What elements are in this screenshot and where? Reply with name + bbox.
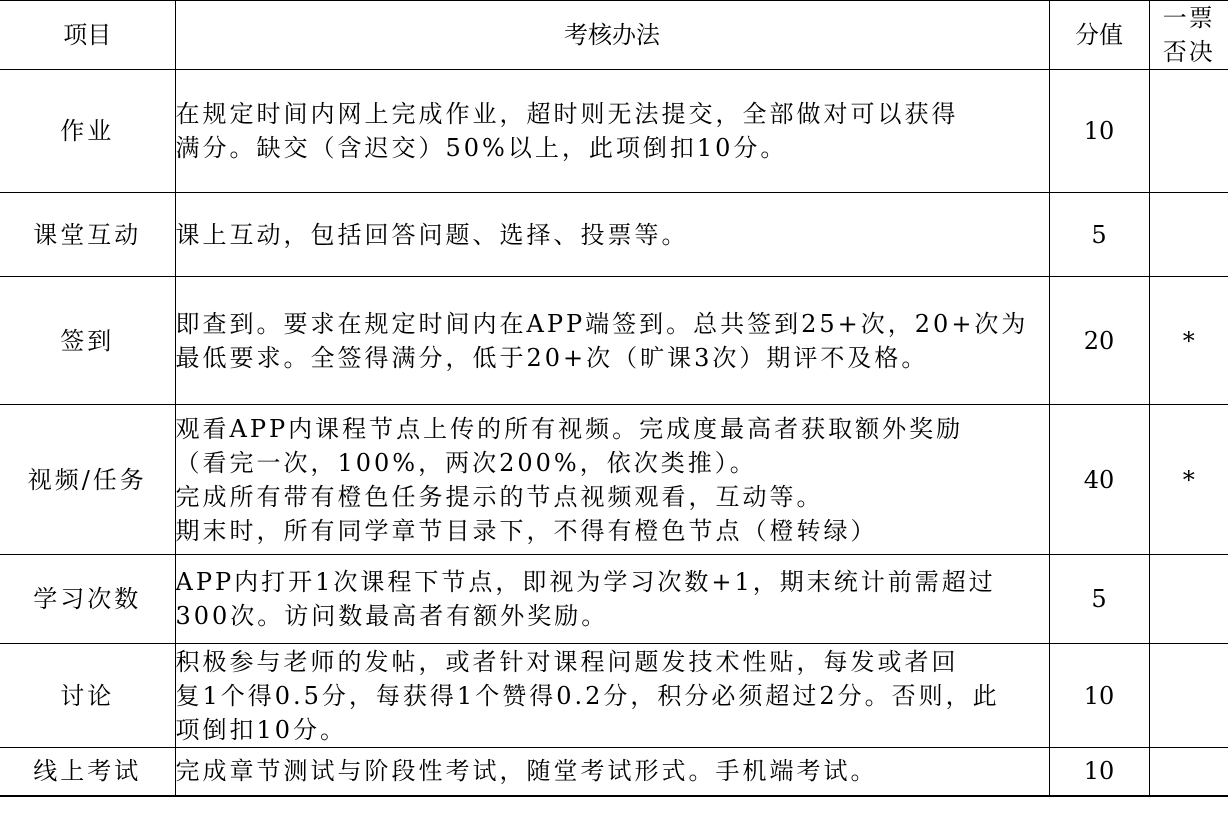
row-item: 视频/任务 <box>0 405 175 555</box>
table-row <box>0 193 1228 277</box>
header-item: 项目 <box>0 1 175 70</box>
method-line: 期末时，所有同学章节目录下，不得有橙色节点（橙转绿） <box>175 516 878 545</box>
row-method <box>175 644 1049 748</box>
method-line: 复1个得0.5分，每获得1个赞得0.2分，积分必须超过2分。否则，此 <box>175 681 1000 710</box>
method-line: 观看APP内课程节点上传的所有视频。完成度最高者获取额外奖励 <box>175 414 964 443</box>
row-score: 5 <box>1049 555 1149 644</box>
row-item: 作业 <box>0 70 175 193</box>
header-score: 分值 <box>1049 1 1149 70</box>
row-method <box>175 748 1049 796</box>
method-line: 完成所有带有橙色任务提示的节点视频观看，互动等。 <box>175 482 824 511</box>
header-veto <box>1149 1 1228 70</box>
row-score: 40 <box>1049 405 1149 555</box>
table-row <box>0 555 1228 644</box>
row-method <box>175 70 1049 193</box>
header-veto-line2: 否决 <box>1162 38 1215 66</box>
row-method <box>175 555 1049 644</box>
row-veto <box>1149 70 1228 193</box>
table-row <box>0 644 1228 748</box>
row-item: 签到 <box>0 277 175 405</box>
method-line: （看完一次，100%，两次200%，依次类推）。 <box>175 448 757 477</box>
row-method <box>175 405 1049 555</box>
header-method: 考核办法 <box>175 1 1049 70</box>
row-veto <box>1149 748 1228 796</box>
row-veto <box>1149 193 1228 277</box>
method-line: 积极参与老师的发帖，或者针对课程问题发技术性贴，每发或者回 <box>175 647 959 676</box>
row-score: 10 <box>1049 644 1149 748</box>
header-row <box>0 1 1228 70</box>
method-line: 项倒扣10分。 <box>175 715 348 744</box>
row-score: 20 <box>1049 277 1149 405</box>
row-item: 学习次数 <box>0 555 175 644</box>
method-line: 在规定时间内网上完成作业，超时则无法提交，全部做对可以获得 <box>175 100 959 128</box>
method-line: 300次。访问数最高者有额外奖励。 <box>175 602 609 630</box>
row-method <box>175 193 1049 277</box>
table-row <box>0 405 1228 555</box>
row-score: 10 <box>1049 748 1149 796</box>
method-line: 最低要求。全签得满分，低于20+次（旷课3次）期评不及格。 <box>175 343 929 372</box>
row-veto: * <box>1149 405 1228 555</box>
row-score: 10 <box>1049 70 1149 193</box>
table-row <box>0 748 1228 796</box>
table-row <box>0 277 1228 405</box>
method-line: APP内打开1次课程下节点，即视为学习次数+1，期末统计前需超过 <box>175 568 996 596</box>
row-item: 线上考试 <box>0 748 175 796</box>
table-row <box>0 70 1228 193</box>
method-line: 满分。缺交（含迟交）50%以上，此项倒扣10分。 <box>175 134 788 162</box>
method-line: 即查到。要求在规定时间内在APP端签到。总共签到25+次，20+次为 <box>175 309 1029 338</box>
row-veto: * <box>1149 277 1228 405</box>
row-score: 5 <box>1049 193 1149 277</box>
row-veto <box>1149 555 1228 644</box>
row-item: 讨论 <box>0 644 175 748</box>
row-method <box>175 277 1049 405</box>
header-veto-line1: 一票 <box>1162 4 1215 32</box>
row-item: 课堂互动 <box>0 193 175 277</box>
method-line: 完成章节测试与阶段性考试，随堂考试形式。手机端考试。 <box>175 757 878 786</box>
row-veto <box>1149 644 1228 748</box>
method-line: 课上互动，包括回答问题、选择、投票等。 <box>175 220 689 249</box>
